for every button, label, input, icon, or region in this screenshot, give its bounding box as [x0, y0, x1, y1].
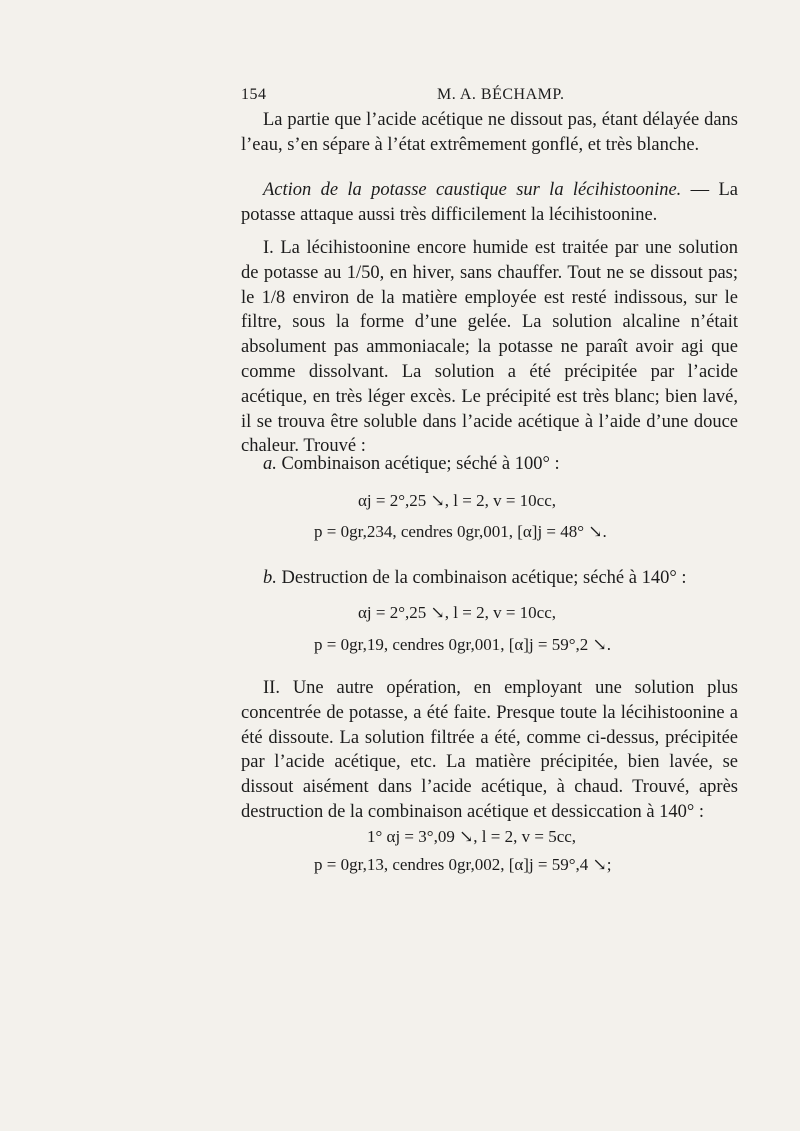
- formula-b-1: αj = 2°,25 ↘, l = 2, v = 10cc,: [358, 603, 556, 622]
- paragraph-II: [241, 676, 738, 825]
- section-potasse: [241, 178, 738, 228]
- paragraph-I: [241, 236, 738, 459]
- item-b: [241, 566, 738, 591]
- paragraph-I-text: I. La lécihistoonine encore humide est traitée par une solution de potasse au 1/50, en hiver, sans chauffer. Tout ne se dissout pas; le 1/8 environ de la matière employée est resté indissous, sur le filtre, sous la forme d’une gelée. La solution alcaline n’était absolument pas ammoniacale; la potasse ne paraît avoir agi que comme dissolvant. La solution a été précipitée par l’acide acétique, en très léger excès. Le précipité est très blanc; bien lavé, il se trouva être soluble dans l’acide acétique à l’aide d’une douce chaleur. Trouvé :: [241, 238, 738, 457]
- section-heading: Action de la potasse caustique sur la lécihistoonine.: [263, 180, 682, 200]
- paragraph-intro-text: La partie que l’acide acétique ne dissout pas, étant délayée dans l’eau, s’en sépare à l’état extrêmement gonflé, et très blanche.: [241, 110, 738, 155]
- paragraph-II-text: II. Une autre opération, en employant une solution plus concentrée de potasse, a été faite. Presque toute la lécihistoonine a été dissoute. La solution filtrée a été, comme ci-dessus, précipitée par l’acide acétique, etc. La matière précipitée, bien lavée, se dissout aisément dans l’acide acétique, à chaud. Trouvé, après destruction de la combinaison acétique et dessiccation à 140° :: [241, 678, 738, 822]
- running-header: [241, 86, 738, 108]
- formula-b-2: p = 0gr,19, cendres 0gr,001, [α]j = 59°,2 ↘.: [314, 635, 612, 654]
- item-b-text: Destruction de la combinaison acétique; séché à 140° :: [276, 568, 687, 588]
- formula-1-1: 1° αj = 3°,09 ↘, l = 2, v = 5cc,: [367, 827, 577, 846]
- item-a: [241, 452, 738, 477]
- running-title: M. A. BÉCHAMP.: [437, 86, 565, 103]
- formula-a-1: αj = 2°,25 ↘, l = 2, v = 10cc,: [358, 491, 556, 510]
- section-paragraph: [241, 178, 738, 228]
- item-a-label: a.: [263, 454, 277, 474]
- page-number: 154: [241, 86, 267, 103]
- section-heading-rest: — La potasse attaque aussi très difficilement la lécihistoonine.: [241, 180, 738, 225]
- formula-a-2: p = 0gr,234, cendres 0gr,001, [α]j = 48° ↘.: [314, 522, 607, 541]
- item-b-label: b.: [263, 568, 277, 588]
- paragraph-intro: [241, 108, 738, 158]
- item-a-text: Combinaison acétique; séché à 100° :: [276, 454, 560, 474]
- formula-1-2: p = 0gr,13, cendres 0gr,002, [α]j = 59°,4 ↘;: [314, 855, 612, 874]
- item-a-line: [241, 452, 738, 477]
- item-b-line: [241, 566, 738, 591]
